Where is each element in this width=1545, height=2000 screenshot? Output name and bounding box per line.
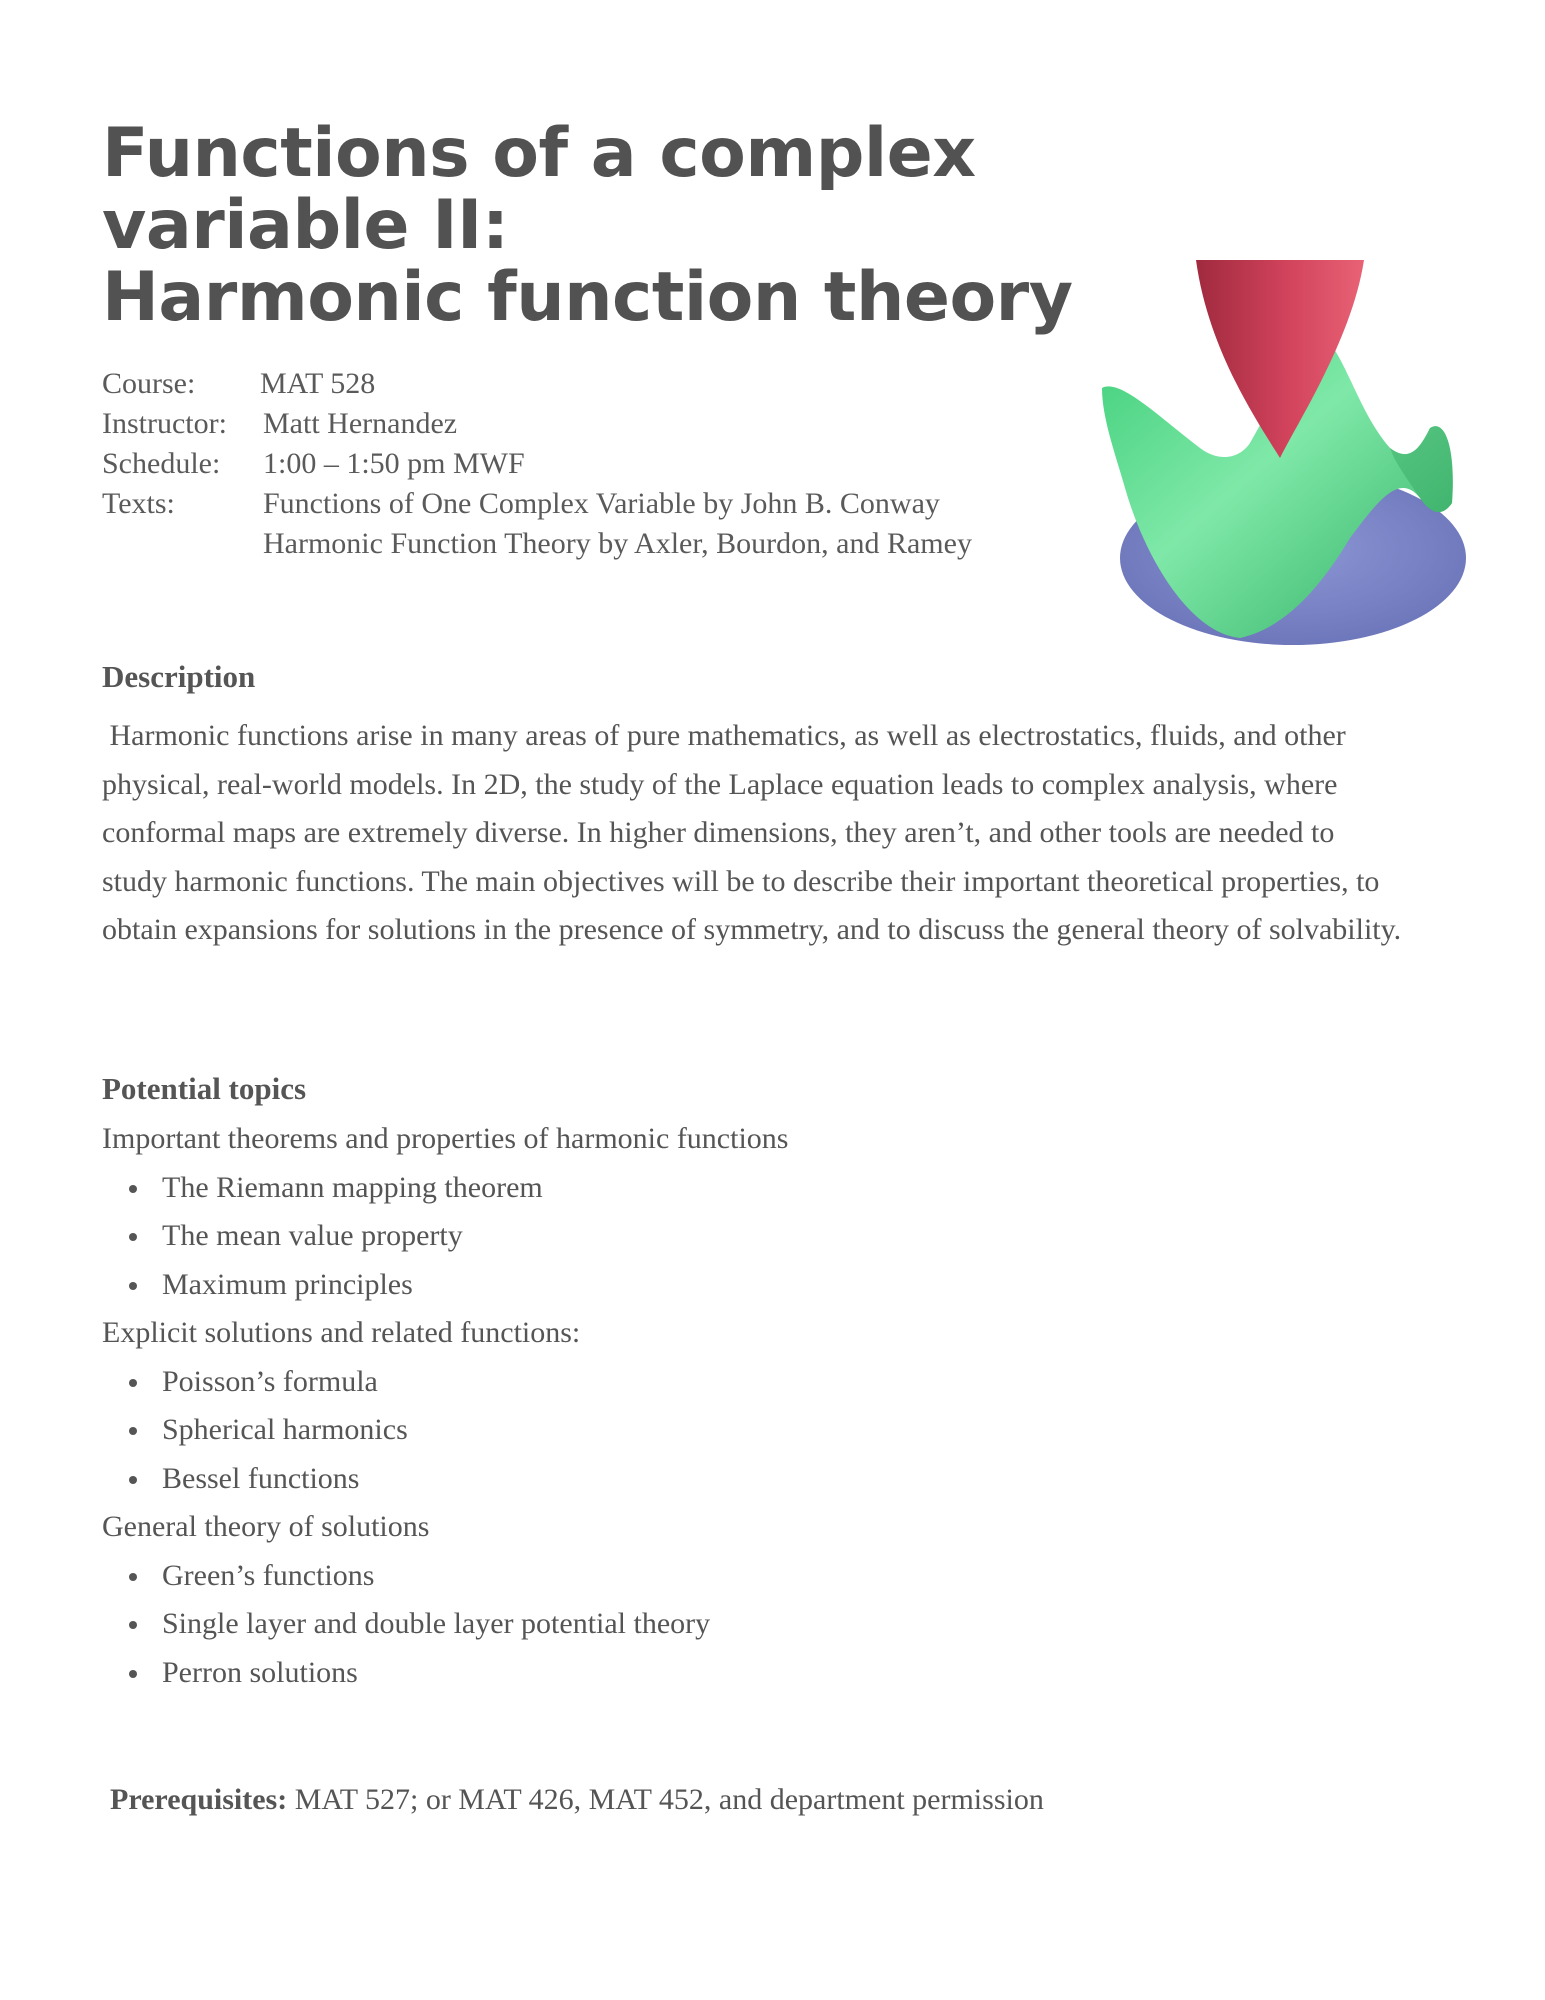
topic-group-items xyxy=(102,1552,788,1698)
texts-row xyxy=(102,484,972,524)
description-heading: Description xyxy=(102,659,256,694)
topic-item: The mean value property xyxy=(102,1212,788,1261)
texts-label: Texts: xyxy=(102,487,175,520)
schedule-value: 1:00 – 1:50 pm MWF xyxy=(263,447,525,480)
topics-heading: Potential topics xyxy=(102,1071,307,1106)
topic-group-label: Explicit solutions and related functions: xyxy=(102,1316,581,1349)
harmonic-surface-illustration xyxy=(1090,258,1490,648)
instructor-label: Instructor: xyxy=(102,407,227,440)
topics-list xyxy=(102,1115,788,1697)
course-label: Course: xyxy=(102,367,196,400)
texts-row-2 xyxy=(102,524,972,564)
topic-group-label: Important theorems and properties of harmonic functions xyxy=(102,1122,789,1155)
topic-group-items xyxy=(102,1358,788,1504)
schedule-row xyxy=(102,444,972,484)
schedule-label: Schedule: xyxy=(102,447,221,480)
prerequisites-value: MAT 527; or MAT 426, MAT 452, and department permission xyxy=(294,1783,1044,1816)
course-value: MAT 528 xyxy=(260,367,376,400)
topic-item: The Riemann mapping theorem xyxy=(102,1164,788,1213)
text-1: Functions of One Complex Variable by John B. Conway xyxy=(263,487,940,520)
title-line-2: Harmonic function theory xyxy=(102,258,1073,337)
description-text: Harmonic functions arise in many areas of pure mathematics, as well as electrostatics, fluids, and other physical, real-world models. In 2D, the study of the Laplace equation leads to complex analysis, where conformal maps are extremely diverse. In higher dimensions, they aren’t, and other tools are needed to study harmonic functions. The main objectives will be to describe their important theoretical properties, to obtain expansions for solutions in the presence of symmetry, and to discuss the general theory of solvability. xyxy=(102,719,1402,946)
topic-group-items xyxy=(102,1164,788,1310)
topic-item: Green’s functions xyxy=(102,1552,788,1601)
topic-item: Maximum principles xyxy=(102,1261,788,1310)
instructor-row xyxy=(102,404,972,444)
description-body xyxy=(102,712,1402,955)
topic-group-label: General theory of solutions xyxy=(102,1510,430,1543)
prerequisites xyxy=(110,1783,1044,1817)
topic-item: Single layer and double layer potential theory xyxy=(102,1600,788,1649)
text-2: Harmonic Function Theory by Axler, Bourdon, and Ramey xyxy=(263,527,972,560)
course-info xyxy=(102,364,972,564)
prerequisites-label: Prerequisites: xyxy=(110,1783,288,1816)
course-row xyxy=(102,364,972,404)
topic-item: Spherical harmonics xyxy=(102,1406,788,1455)
topic-item: Poisson’s formula xyxy=(102,1358,788,1407)
instructor-value: Matt Hernandez xyxy=(263,407,458,440)
title-line-1: Functions of a complex variable II: xyxy=(102,114,976,265)
topic-item: Bessel functions xyxy=(102,1455,788,1504)
topic-item: Perron solutions xyxy=(102,1649,788,1698)
